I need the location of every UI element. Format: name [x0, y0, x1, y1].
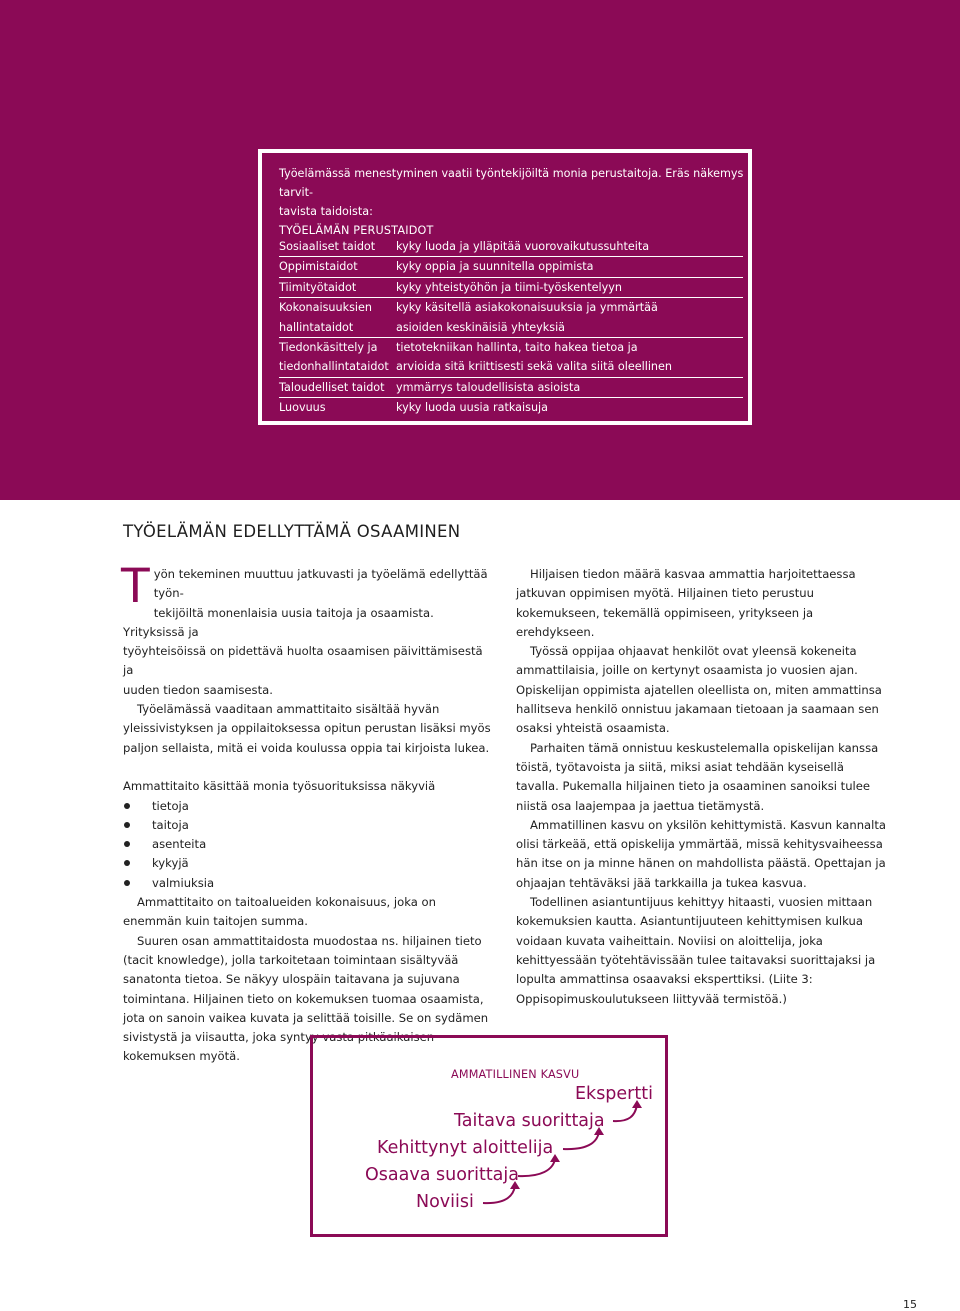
- skill-row: [279, 298, 743, 338]
- skill-row: [279, 378, 743, 398]
- skill-name: Tiimityötaidot: [279, 280, 357, 294]
- skill-desc: asioiden keskinäisiä yhteyksiä: [396, 320, 566, 334]
- skills-table: [279, 237, 743, 418]
- list-intro: Ammattitaito käsittää monia työsuorituksissa näkyviä: [123, 779, 436, 794]
- info-intro-line: Työelämässä menestyminen vaatii työntekijöiltä monia perustaitoja. Eräs näkemys tarvit-: [279, 167, 744, 199]
- skill-name: Sosiaaliset taidot: [279, 240, 376, 253]
- skill-desc: kyky yhteistyöhön ja tiimi-työskentelyyn: [396, 280, 622, 294]
- skill-desc: kyky oppia ja suunnitella oppimista: [396, 260, 594, 274]
- skill-row: [279, 278, 743, 298]
- list-item-text: taitoja: [152, 817, 189, 832]
- page-number: 15: [903, 1298, 917, 1311]
- skill-row: [279, 257, 743, 277]
- skill-desc: kyky luoda uusia ratkaisuja: [396, 401, 549, 415]
- skill-name: Taloudelliset taidot: [279, 380, 385, 394]
- skill-name: hallintataidot: [279, 320, 354, 334]
- paragraph: Työelämässä vaaditaan ammattitaito sisältää hyvän yleissivistyksen ja oppilaitoksessa opitun perustan lisäksi myös paljon sellaista, mitä ei voida koulussa oppia tai kirjoista lukea.: [123, 702, 491, 755]
- text-line: yön tekeminen muuttuu jatkuvasti ja työelämä edellyttää työn-: [153, 567, 488, 601]
- right-column: [516, 565, 890, 1009]
- bullet-icon: [124, 803, 130, 809]
- info-box: [258, 149, 752, 425]
- list-item: [123, 874, 495, 893]
- paragraph: Todellinen asiantuntijuus kehittyy hitaasti, vuosien mittaan kokemuksien kautta. Asiantuntijuuteen kehittymisen kulkua voidaan kuvata vaiheittain. Noviisi on aloittelija, joka kehittyessään työtehtävissään tulee taitavaksi suorittajaksi ja lopulta ammattinsa osaavaksi eksperttiksi. (Liite 3: Oppisopimuskoulutukseen liittyvää termistöä.): [516, 895, 876, 1006]
- list-item-text: tietoja: [152, 798, 189, 813]
- stage-taitava-suorittaja: Taitava suorittaja: [454, 1111, 605, 1131]
- growth-diagram: [310, 1035, 668, 1237]
- arrow-icon: [563, 1132, 599, 1149]
- arrow-icon: [483, 1186, 515, 1203]
- bullet-icon: [124, 822, 130, 828]
- skill-row: [279, 237, 743, 257]
- paragraph: Ammatillinen kasvu on yksilön kehittymistä. Kasvun kannalta olisi tärkeää, että opiskelija ymmärtää, missä kehitysvaiheessa hän itse on ja minne hänen on mahdollista päästä. Opettajan ja ohjaajan tehtäväksi jää tarkkailla ja tukea kasvua.: [516, 817, 887, 890]
- bullet-icon: [124, 841, 130, 847]
- text-line: työyhteisöissä on pidettävä huolta osaamisen päivittämisestä ja: [123, 644, 483, 678]
- list-item-text: asenteita: [152, 837, 207, 852]
- skill-desc: kyky luoda ja ylläpitää vuorovaikutussuhteita: [396, 240, 650, 253]
- info-heading: TYÖELÄMÄN PERUSTAIDOT: [279, 224, 434, 237]
- skill-name: tiedonhallintataidot: [279, 360, 389, 374]
- skill-desc: ymmärrys taloudellisista asioista: [396, 380, 581, 394]
- paragraph: Ammattitaito on taitoalueiden kokonaisuus, joka on enemmän kuin taitojen summa.: [123, 895, 436, 929]
- skill-row: [279, 398, 743, 417]
- skill-row: [279, 338, 743, 378]
- growth-title: AMMATILLINEN KASVU: [451, 1068, 580, 1081]
- bullet-icon: [124, 880, 130, 886]
- section-title: TYÖELÄMÄN EDELLYTTÄMÄ OSAAMINEN: [123, 522, 461, 541]
- list-item-text: kykyjä: [152, 856, 189, 871]
- info-intro: [279, 164, 745, 221]
- skill-desc: tietotekniikan hallinta, taito hakea tietoa ja: [396, 340, 638, 354]
- skill-desc: arvioida sitä kriittisesti sekä valita siitä oleellinen: [396, 360, 672, 374]
- skill-name: Oppimistaidot: [279, 260, 358, 274]
- stage-kehittynyt-aloittelija: Kehittynyt aloittelija: [377, 1138, 554, 1158]
- bullet-icon: [124, 860, 130, 866]
- intro-paragraph: [121, 559, 495, 700]
- info-intro-line: tavista taidoista:: [279, 205, 373, 218]
- skill-name: Luovuus: [279, 401, 326, 415]
- stage-ekspertti: Ekspertti: [575, 1084, 653, 1104]
- paragraph: Parhaiten tämä onnistuu keskustelemalla opiskelijan kanssa töistä, työtavoista ja siitä, miksi asiat tehdään kyseisellä tavalla. Pukemalla hiljainen tieto ja osaaminen sanoiksi tulee niistä osa laajempaa ja jaettua tietämystä.: [516, 740, 879, 813]
- stage-noviisi: Noviisi: [416, 1192, 474, 1212]
- left-column: [121, 559, 495, 1067]
- list-item: [123, 816, 495, 835]
- dropcap: T: [121, 559, 150, 614]
- text-line: tekijöiltä monenlaisia uusia taitoja ja osaamista. Yrityksissä ja: [123, 605, 434, 639]
- stage-osaava-suorittaja: Osaava suorittaja: [365, 1165, 519, 1185]
- skill-name: Tiedonkäsittely ja: [279, 340, 378, 354]
- bullet-list: [123, 797, 495, 893]
- paragraph: Työssä oppijaa ohjaavat henkilöt ovat yleensä kokeneita ammattilaisia, joille on kertynyt osaamista jo vuosien ajan. Opiskelijan oppimista ajatellen oleellista on, miten ammattinsa hallitseva henkilö onnistuu jakamaan tietoaan ja saamaan sen osaksi yhteistä osaamista.: [516, 644, 882, 736]
- header-banner: [0, 0, 960, 500]
- growth-arrows: [313, 1038, 665, 1234]
- list-item-text: valmiuksia: [152, 875, 215, 890]
- arrow-icon: [518, 1159, 555, 1176]
- paragraph: Suuren osan ammattitaidosta muodostaa ns. hiljainen tieto (tacit knowledge), jolla tarkoitetaan toimintaan sisältyvää sanatonta tietoa. Se näkyy ulospäin taitavana ja sujuvana toimintana. Hiljainen tieto on kokemuksen tuomaa osaamista, jota on sanoin vaikea kuvata ja selittää toisille. Se on sydämen sivistystä ja viisautta, joka syntyy vasta pitkäaikaisen kokemuksen myötä.: [123, 933, 489, 1064]
- text-line: uuden tiedon saamisesta.: [123, 682, 273, 697]
- skill-desc: kyky käsitellä asiakokonaisuuksia ja ymmärtää: [396, 301, 658, 315]
- paragraph: Hiljaisen tiedon määrä kasvaa ammattia harjoitettaessa jatkuvan oppimisen myötä. Hiljainen tieto perustuu kokemukseen, tekemällä oppimiseen, yritykseen ja erehdykseen.: [516, 567, 856, 639]
- list-item: [123, 835, 495, 854]
- list-item: [123, 797, 495, 816]
- skill-name: Kokonaisuuksien: [279, 301, 373, 315]
- list-item: [123, 854, 495, 873]
